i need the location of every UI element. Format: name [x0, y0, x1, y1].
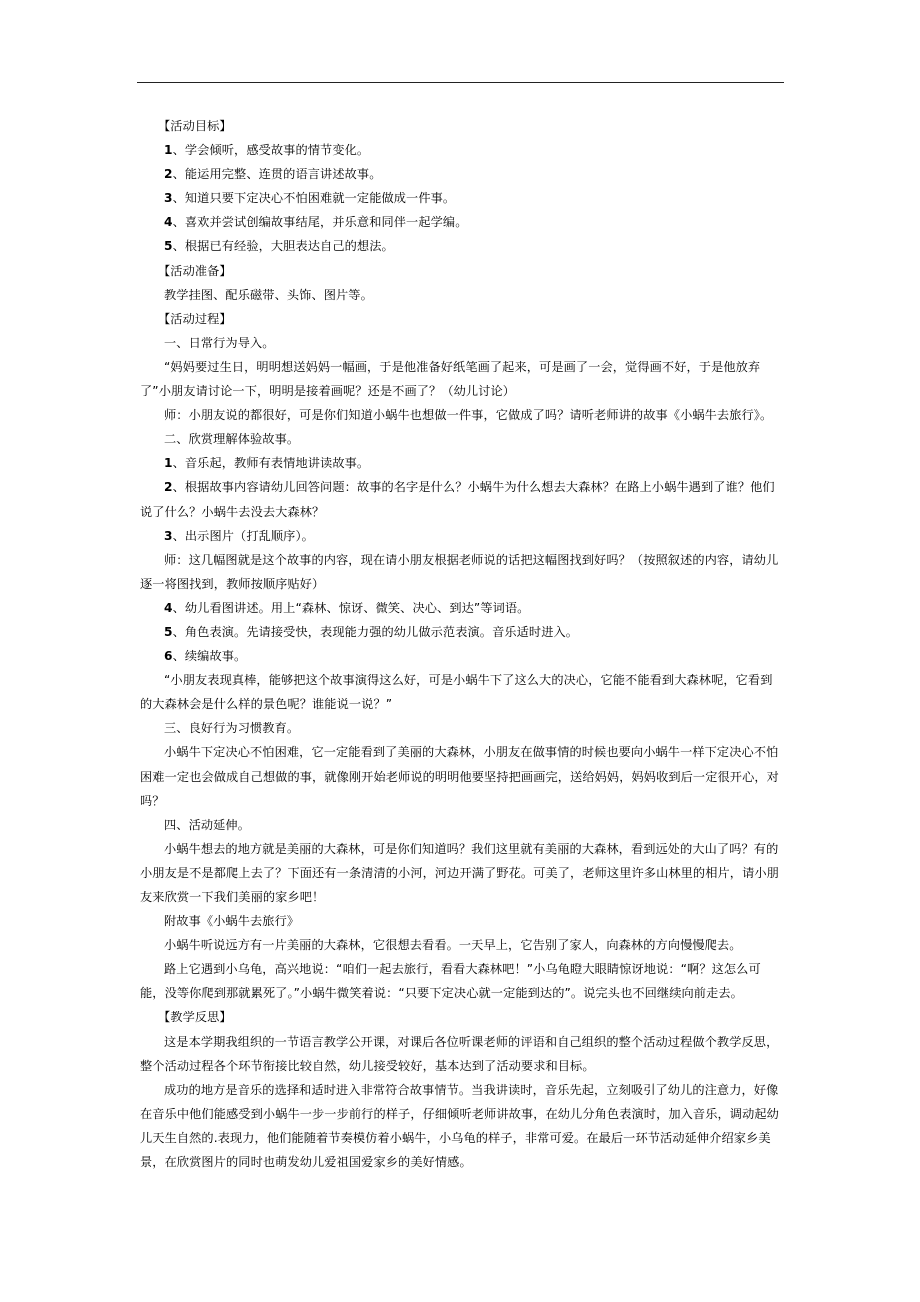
line-text: 师：小朋友说的都很好，可是你们知道小蜗牛也想做一件事，它做成了吗？请听老师讲的故事《小蜗牛去旅行》。 — [164, 408, 773, 423]
line-text: 、续编故事。 — [172, 649, 247, 664]
item-number: 3 — [164, 528, 173, 543]
header-rule — [137, 82, 784, 83]
item-number: 1 — [164, 143, 173, 158]
line-text: 小蜗牛下定决心不怕困难，它一定能看到了美丽的大森林，小朋友在做事情的时候也要向小蜗牛一样下定决心不怕困难一定也会做成自己想做的事，就像刚开始老师说的明明他要坚持把画画完，送给妈妈，妈妈收到后一定很开心，对吗？ — [140, 745, 779, 808]
paragraph — [140, 909, 782, 933]
line-text: 、根据故事内容请幼儿回答问题：故事的名字是什么？小蜗牛为什么想去大森林？在路上小蜗牛遇到了谁？他们说了什么？小蜗牛去没去大森林？ — [140, 480, 775, 519]
item-number: 6 — [164, 649, 173, 664]
paragraph — [140, 1030, 782, 1078]
item-number: 5 — [164, 239, 173, 254]
section-heading — [140, 1005, 782, 1029]
line-text: 教学挂图、配乐磁带、头饰、图片等。 — [164, 287, 373, 302]
numbered-item — [140, 451, 782, 475]
line-text: 、知道只要下定决心不怕困难就一定能做成一件事。 — [172, 191, 456, 206]
line-text: 、根据已有经验，大胆表达自己的想法。 — [172, 239, 394, 254]
line-text: 、喜欢并尝试创编故事结尾，并乐意和同伴一起学编。 — [172, 215, 468, 230]
line-text: “小朋友表现真棒，能够把这个故事演得这么好，可是小蜗牛下了这么大的决心，它能不能看到大森林呢，它看到的大森林会是什么样的景色呢？谁能说一说？” — [140, 673, 773, 712]
item-number: 1 — [164, 456, 173, 471]
line-text: 小蜗牛听说远方有一片美丽的大森林，它很想去看看。一天早上，它告别了家人，向森林的方向慢慢爬去。 — [164, 938, 742, 953]
line-text: 二、欣赏理解体验故事。 — [164, 432, 300, 447]
numbered-item — [140, 210, 782, 234]
item-number: 2 — [164, 480, 173, 495]
item-number: 2 — [164, 167, 173, 182]
paragraph — [140, 837, 782, 909]
line-text: 、幼儿看图讲述。用上“森林、惊讶、微笑、决心、到达”等词语。 — [172, 600, 530, 615]
numbered-item — [140, 620, 782, 644]
item-number: 4 — [164, 600, 173, 615]
paragraph — [140, 933, 782, 957]
line-text: 成功的地方是音乐的选择和适时进入非常符合故事情节。当我讲读时，音乐先起，立刻吸引了幼儿的注意力，好像在音乐中他们能感受到小蜗牛一步一步前行的样子，仔细倾听老师讲故事，在幼儿分角色表演时，加入音乐，调动起幼儿天生自然的.表现力，他们能随着节奏模仿着小蜗牛，小乌龟的样子，非常可爱。在最后一环节活动延伸介绍家乡美景，在欣赏图片的同时也萌发幼儿爱祖国爱家乡的美好情感。 — [140, 1082, 779, 1170]
line-text: 【活动准备】 — [158, 263, 232, 278]
paragraph — [140, 548, 782, 596]
section-heading — [140, 259, 782, 283]
paragraph — [140, 283, 782, 307]
line-text: 、学会倾听，感受故事的情节变化。 — [172, 143, 370, 158]
numbered-item — [140, 162, 782, 186]
numbered-item — [140, 186, 782, 210]
numbered-item — [140, 524, 782, 548]
line-text: 、音乐起，教师有表情地讲读故事。 — [172, 456, 370, 471]
item-number: 5 — [164, 624, 173, 639]
line-text: 路上它遇到小乌龟，高兴地说：“咱们一起去旅行，看看大森林吧！”小乌龟瞪大眼睛惊讶地说：“啊？这怎么可能，没等你爬到那就累死了。”小蜗牛微笑着说：“只要下定决心就一定能到达的”。说完头也不回继续向前走去。 — [140, 962, 761, 1001]
section-heading — [140, 307, 782, 331]
line-text: 四、活动延伸。 — [164, 817, 251, 832]
document-body — [140, 114, 782, 1174]
line-text: 这是本学期我组织的一节语言教学公开课，对课后各位听课老师的评语和自己组织的整个活动过程做个教学反思，整个活动过程各个环节衔接比较自然，幼儿接受较好，基本达到了活动要求和目标。 — [140, 1034, 779, 1073]
line-text: 附故事《小蜗牛去旅行》 — [164, 914, 300, 929]
paragraph — [140, 716, 782, 740]
line-text: 、出示图片（打乱顺序）。 — [172, 528, 314, 543]
paragraph — [140, 331, 782, 355]
section-heading — [140, 114, 782, 138]
paragraph — [140, 740, 782, 812]
numbered-item — [140, 234, 782, 258]
line-text: 三、良好行为习惯教育。 — [164, 721, 300, 736]
paragraph — [140, 403, 782, 427]
item-number: 3 — [164, 191, 173, 206]
paragraph — [140, 813, 782, 837]
paragraph — [140, 427, 782, 451]
line-text: 师：这几幅图就是这个故事的内容，现在请小朋友根据老师说的话把这幅图找到好吗？（按照叙述的内容，请幼儿逐一将图找到，教师按顺序贴好） — [140, 552, 779, 591]
numbered-item — [140, 596, 782, 620]
line-text: “妈妈要过生日，明明想送妈妈一幅画，于是他准备好纸笔画了起来，可是画了一会，觉得画不好，于是他放弃了”小朋友请讨论一下，明明是接着画呢？还是不画了？（幼儿讨论） — [140, 359, 761, 399]
line-text: 一、日常行为导入。 — [164, 335, 275, 350]
item-number: 4 — [164, 215, 173, 230]
line-text: 【活动目标】 — [158, 119, 232, 133]
numbered-item — [140, 644, 782, 668]
numbered-item — [140, 138, 782, 162]
line-text: 小蜗牛想去的地方就是美丽的大森林，可是你们知道吗？我们这里就有美丽的大森林，看到远处的大山了吗？有的小朋友是不是都爬上去了？下面还有一条清清的小河，河边开满了野花。可美了，老师这里许多山林里的相片，请小朋友来欣赏一下我们美丽的家乡吧！ — [140, 841, 779, 904]
paragraph — [140, 668, 782, 716]
line-text: 、能运用完整、连贯的语言讲述故事。 — [172, 167, 382, 182]
paragraph — [140, 355, 782, 403]
numbered-item — [140, 475, 782, 523]
line-text: 【教学反思】 — [158, 1010, 232, 1025]
line-text: 、角色表演。先请接受快，表现能力强的幼儿做示范表演。音乐适时进入。 — [172, 624, 579, 639]
line-text: 【活动过程】 — [158, 311, 232, 326]
paragraph — [140, 1078, 782, 1174]
paragraph — [140, 957, 782, 1005]
